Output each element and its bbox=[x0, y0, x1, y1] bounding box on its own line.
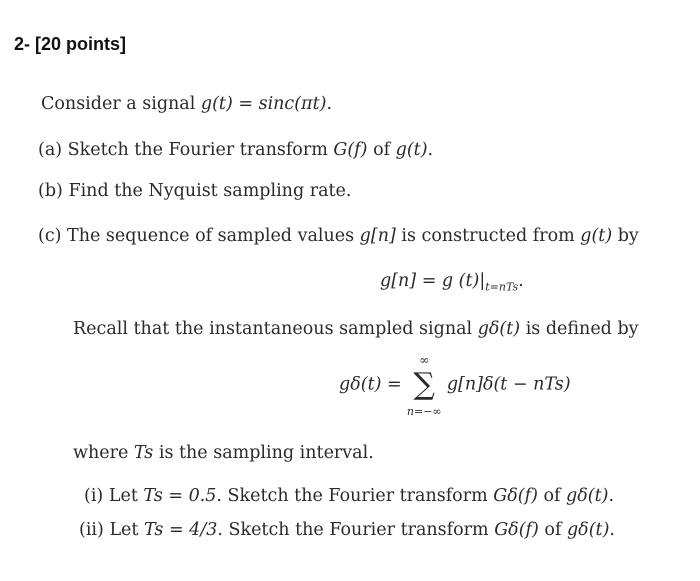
subpart-ii-marker: (ii) bbox=[79, 520, 104, 540]
question-heading: 2- [20 points] bbox=[14, 34, 127, 54]
subpart-ii-of: of bbox=[538, 520, 567, 540]
subpart-ii-g: gδ(t) bbox=[566, 520, 610, 540]
sigma-icon: ∑ bbox=[413, 367, 435, 402]
part-c bbox=[38, 226, 639, 246]
recall-end: is defined by bbox=[520, 319, 639, 339]
subpart-ii-G: Gδ(f) bbox=[494, 520, 539, 540]
sum-lower-limit: n=−∞ bbox=[406, 405, 442, 418]
recall-lead: Recall that the instantaneous sampled signal bbox=[73, 319, 478, 339]
subpart-ii bbox=[79, 520, 615, 540]
part-c-mid: is constructed from bbox=[395, 226, 581, 246]
part-a-end: . bbox=[427, 140, 434, 160]
subpart-i-text: Let bbox=[108, 486, 144, 506]
part-a-marker: (a) bbox=[38, 140, 63, 160]
recall-line bbox=[73, 319, 639, 339]
eq1-lhs: g[n] = g (t)| bbox=[380, 271, 486, 291]
eq2-rhs: g[n]δ(t − nTs) bbox=[446, 374, 571, 395]
part-a bbox=[38, 140, 433, 160]
part-c-by: by bbox=[612, 226, 639, 246]
eq2-lhs: gδ(t) = bbox=[339, 374, 402, 395]
intro-lead: Consider a signal bbox=[41, 94, 201, 114]
equation-sampled-signal bbox=[339, 353, 571, 418]
recall-gd: gδ(t) bbox=[477, 319, 521, 339]
equation-sampled-values bbox=[380, 271, 524, 294]
sum-upper-limit: ∞ bbox=[419, 353, 430, 367]
part-c-text: The sequence of sampled values bbox=[67, 226, 360, 246]
eq1-end: . bbox=[518, 271, 524, 291]
subpart-i bbox=[84, 486, 614, 506]
subpart-i-of: of bbox=[537, 486, 567, 506]
part-c-gn: g[n] bbox=[359, 226, 396, 246]
subpart-i-g: gδ(t) bbox=[566, 486, 609, 506]
eq1-subscript: t=nTs bbox=[485, 280, 519, 294]
part-a-of: of bbox=[367, 140, 396, 160]
subpart-i-end: . bbox=[608, 486, 615, 506]
subpart-ii-mid: . Sketch the Fourier transform bbox=[217, 520, 495, 540]
part-b-marker: (b) bbox=[38, 181, 63, 201]
part-a-G: G(f) bbox=[333, 140, 368, 160]
summation-symbol bbox=[406, 353, 442, 418]
subpart-ii-text: Let bbox=[109, 520, 145, 540]
subpart-ii-end: . bbox=[609, 520, 615, 540]
intro-end: . bbox=[326, 94, 333, 114]
subpart-i-marker: (i) bbox=[84, 486, 104, 506]
part-a-g: g(t) bbox=[395, 140, 428, 160]
subpart-ii-eq: Ts = 4/3 bbox=[144, 520, 218, 540]
intro-signal: g(t) = sinc(πt) bbox=[200, 94, 327, 114]
part-c-marker: (c) bbox=[38, 226, 62, 246]
where-Ts: Ts bbox=[133, 443, 154, 463]
where-end: is the sampling interval. bbox=[153, 443, 374, 463]
intro-line bbox=[41, 94, 332, 114]
where-lead: where bbox=[73, 443, 134, 463]
part-a-text: Sketch the Fourier transform bbox=[67, 140, 334, 160]
part-b-text: Find the Nyquist sampling rate. bbox=[68, 181, 352, 201]
subpart-i-mid: . Sketch the Fourier transform bbox=[216, 486, 494, 506]
where-line bbox=[73, 443, 374, 463]
part-c-gt: g(t) bbox=[580, 226, 613, 246]
subpart-i-eq: Ts = 0.5 bbox=[143, 486, 217, 506]
part-b bbox=[38, 181, 351, 201]
subpart-i-G: Gδ(f) bbox=[493, 486, 538, 506]
